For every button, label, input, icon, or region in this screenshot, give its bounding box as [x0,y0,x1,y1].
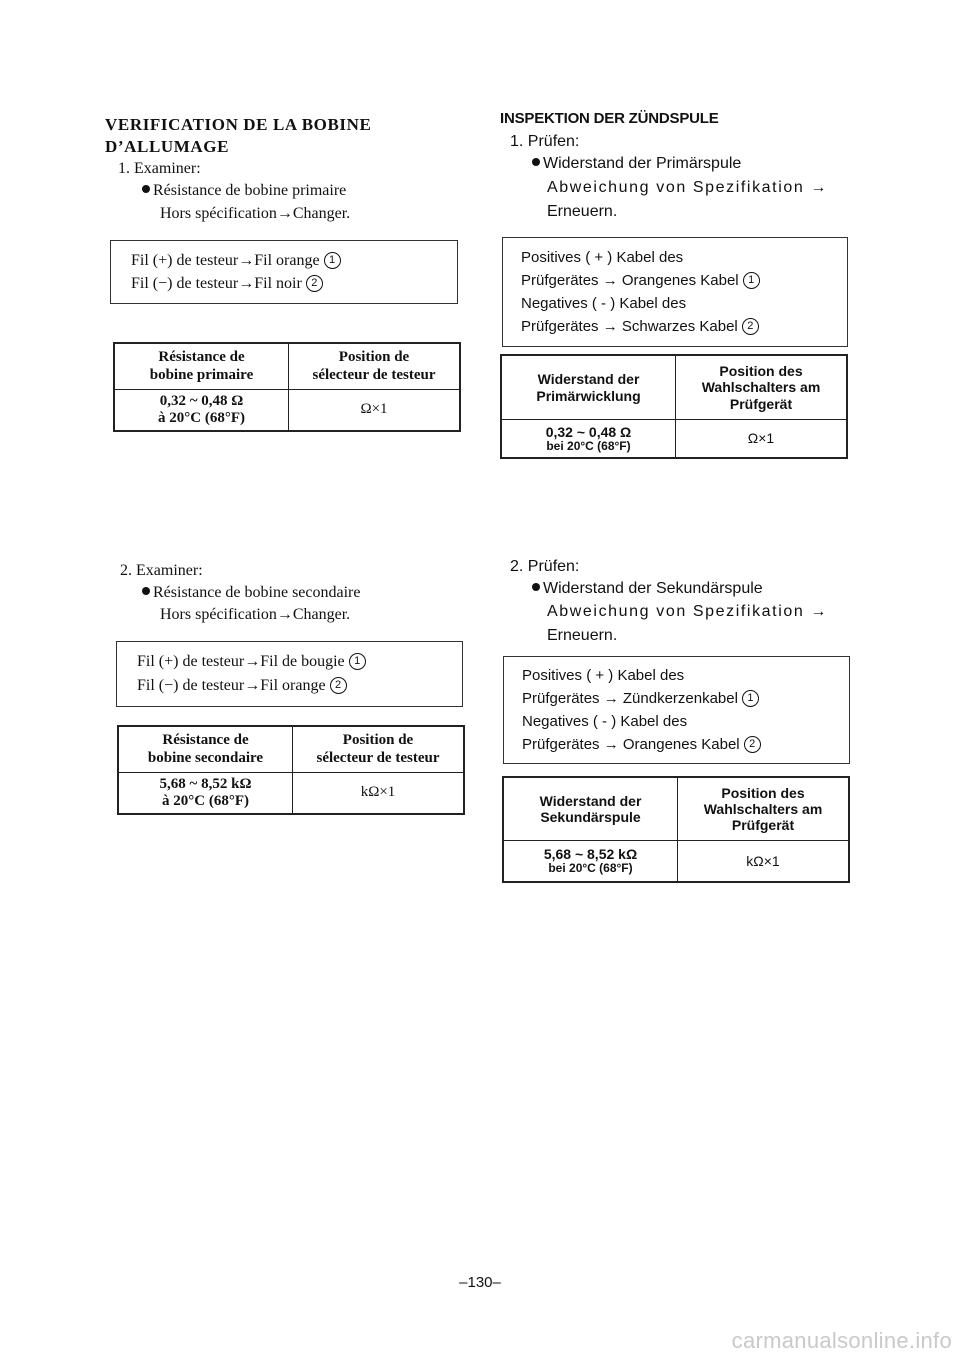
value-text: à 20°C (68°F) [162,793,249,809]
table-header-resistance [502,356,675,419]
value-text: à 20°C (68°F) [158,410,245,426]
header-text: bobine secondaire [147,749,264,766]
spec-table-fr-2 [117,725,465,815]
header-text: sélecteur de testeur [312,366,436,383]
tester-lead-line4-de [522,736,761,753]
table-header-selector [678,778,848,840]
table-value-selector: kΩ×1 [360,784,396,801]
tester-lead-box-fr-1 [110,240,458,304]
step2-label-de: 2. Prüfen: [510,558,580,575]
tester-lead-line3-de: Negatives ( - ) Kabel des [521,295,687,312]
callout-number: 2 [742,318,759,335]
step2-item-de [532,580,763,598]
spec-table-de-1 [500,354,848,459]
header-text: Position de [342,732,414,749]
value-text: bei 20°C (68°F) [546,438,631,453]
step1-item-text-fr: Résistance de bobine primaire [153,182,347,199]
lead-text: Fil (+) de testeur→Fil de bougie [137,653,345,670]
tester-lead-box-fr-2 [116,641,463,707]
header-text: Position des [719,363,803,380]
header-text: Widerstand der [539,792,642,809]
header-text: Sekundärspule [540,809,641,825]
table-value-selector: kΩ×1 [746,852,780,869]
header-text: Prüfgerät [729,395,793,412]
lead-text: Prüfgerätes → Orangenes Kabel [521,272,739,289]
tester-lead-line4-de [521,318,759,335]
header-text: Wahlschalters am [703,800,823,817]
table-header-selector [289,344,459,389]
callout-number: 1 [324,252,341,269]
table-header-selector [676,356,846,419]
callout-number: 2 [330,677,347,694]
lead-text: Fil (−) de testeur→Fil noir [131,275,302,292]
tester-lead-box-de-1 [502,237,848,347]
watermark: carmanualsonline.info [731,1328,952,1353]
value-text: 0,32 ~ 0,48 Ω [159,392,244,409]
step1-action-de: Erneuern. [547,203,618,220]
tester-lead-line2-de [522,690,759,707]
spec-table-fr-1 [113,342,461,432]
bullet-icon [142,587,150,595]
step2-spec-de: Abweichung von Spezifikation → [547,603,829,620]
value-text: 5,68 ~ 8,52 kΩ [543,846,638,863]
step1-item-text-de: Widerstand der Primärspule [543,155,742,172]
page-number: –130– [459,1274,501,1291]
header-text: Primärwicklung [536,387,641,404]
table-header-resistance [504,778,677,840]
lead-text: Prüfgerätes → Orangenes Kabel [522,736,740,753]
step1-spec-fr: Hors spécification→Changer. [160,205,351,222]
table-header-resistance [119,727,292,772]
table-header-resistance [115,344,288,389]
step2-item-text-fr: Résistance de bobine secondaire [153,584,361,601]
callout-number: 1 [349,653,366,670]
section-title-fr-line1: VERIFICATION DE LA BOBINE [105,115,372,134]
header-text: Widerstand der [537,371,640,388]
step1-label-de: 1. Prüfen: [510,133,580,150]
section-title-de: INSPEKTION DER ZÜNDSPULE [500,110,719,127]
table-value-resistance [115,390,288,430]
value-text: bei 20°C (68°F) [548,861,633,876]
step2-label-fr: 2. Examiner: [120,562,203,579]
step1-item-de [532,155,741,173]
table-value-selector: Ω×1 [747,430,775,447]
tester-lead-line2-fr [131,275,323,293]
header-text: Wahlschalters am [701,379,821,396]
callout-number: 1 [743,272,760,289]
header-text: sélecteur de testeur [316,749,440,766]
bullet-icon [532,583,540,591]
step1-label-fr: 1. Examiner: [118,160,201,177]
tester-lead-box-de-2 [503,656,850,764]
step1-spec-de: Abweichung von Spezifikation → [547,179,829,196]
table-value-resistance [504,841,677,881]
step2-item-text-de: Widerstand der Sekundärspule [543,580,763,597]
value-text: 0,32 ~ 0,48 Ω [545,423,632,440]
table-value-resistance [119,773,292,813]
header-text: Résistance de [158,349,245,366]
bullet-icon [142,185,150,193]
header-text: Prüfgerät [731,817,795,834]
callout-number: 1 [742,690,759,707]
bullet-icon [532,158,540,166]
tester-lead-line1-de: Positives ( + ) Kabel des [522,667,685,684]
header-text: bobine primaire [149,366,254,383]
step2-spec-fr: Hors spécification→Changer. [160,606,351,623]
tester-lead-line1-fr [131,252,341,270]
spec-table-de-2 [502,776,850,883]
callout-number: 2 [744,736,761,753]
section-title-fr-line2: D’ALLUMAGE [105,137,230,156]
section-title-fr [105,114,371,158]
tester-lead-line1-de: Positives ( + ) Kabel des [521,249,684,266]
lead-text: Prüfgerätes → Zündkerzenkabel [522,690,738,707]
callout-number: 2 [306,275,323,292]
step1-item-fr [142,182,346,200]
lead-text: Fil (+) de testeur→Fil orange [131,252,320,269]
tester-lead-line2-fr [137,677,347,695]
tester-lead-line3-de: Negatives ( - ) Kabel des [522,713,688,730]
header-text: Position de [338,349,410,366]
table-value-selector: Ω×1 [360,401,388,418]
header-text: Position des [721,784,805,801]
tester-lead-line1-fr [137,653,366,671]
header-text: Résistance de [162,732,249,749]
table-header-selector [293,727,463,772]
value-text: 5,68 ~ 8,52 kΩ [159,775,252,792]
tester-lead-line2-de [521,272,760,289]
step2-item-fr [142,584,360,602]
step2-action-de: Erneuern. [547,627,618,644]
lead-text: Fil (−) de testeur→Fil orange [137,677,326,694]
lead-text: Prüfgerätes → Schwarzes Kabel [521,318,738,335]
table-value-resistance [502,420,675,457]
